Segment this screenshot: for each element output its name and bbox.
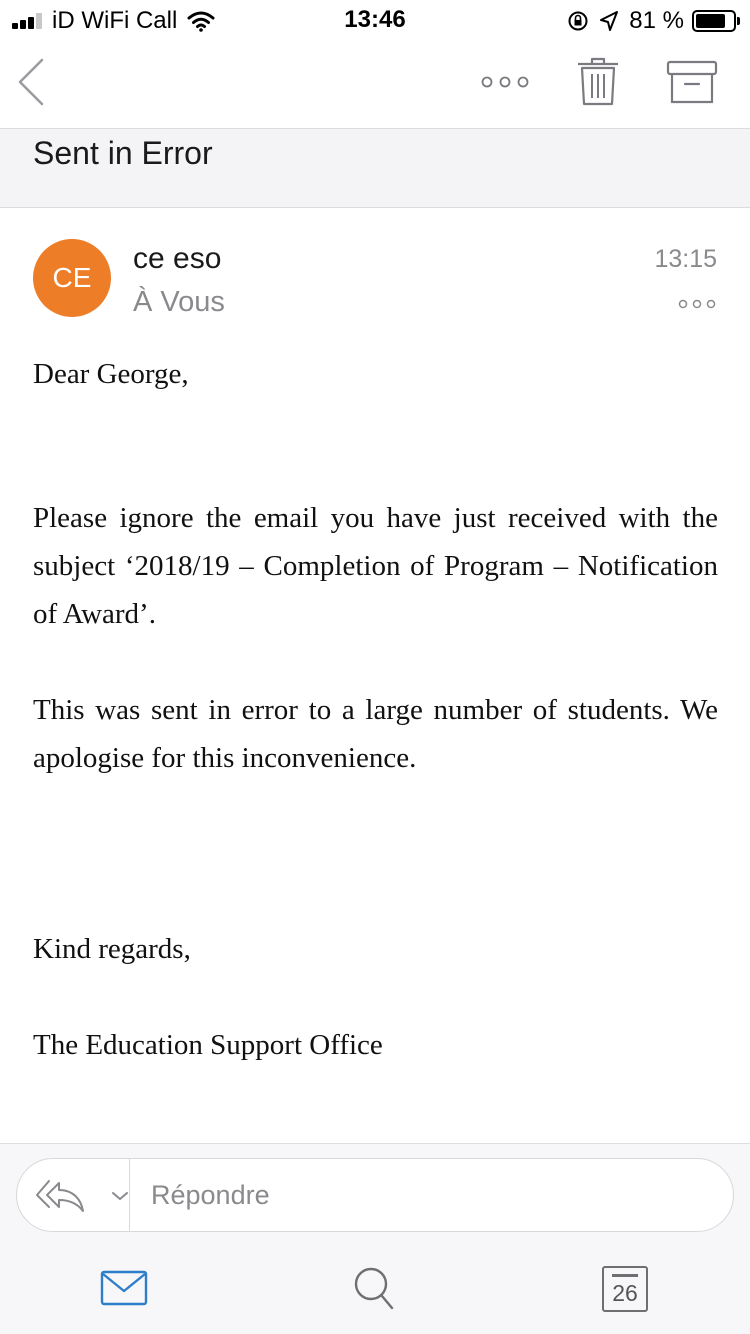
calendar-icon[interactable] [602, 1266, 648, 1312]
calendar-day: 26 [612, 1280, 638, 1306]
body-paragraph-2: This was sent in error to a large number of students. We apologise for this inconvenience. [33, 694, 718, 774]
message-time: 13:15 [654, 245, 717, 273]
status-right [567, 6, 740, 36]
recipient-label: À Vous [133, 286, 225, 318]
sender-name[interactable]: ce eso [133, 242, 222, 275]
back-chevron-icon[interactable] [14, 56, 48, 108]
status-bar [0, 0, 750, 40]
battery-nub [737, 17, 740, 25]
more-icon[interactable] [480, 70, 530, 94]
body-greeting: Dear George, [33, 358, 189, 390]
body-signature: The Education Support Office [33, 1029, 383, 1061]
status-time: 13:46 [344, 6, 406, 33]
mail-icon[interactable] [100, 1270, 148, 1306]
chevron-down-icon[interactable] [109, 1187, 135, 1205]
reply-all-icon[interactable] [35, 1177, 85, 1215]
battery-icon [692, 10, 736, 32]
location-icon [599, 10, 619, 32]
reply-input[interactable]: Répondre [151, 1180, 270, 1210]
battery-percent: 81 % [629, 7, 684, 34]
calendar-bar [612, 1274, 638, 1277]
reply-bar[interactable] [16, 1158, 734, 1232]
message-subject: Sent in Error [33, 135, 213, 171]
orientation-lock-icon [567, 10, 589, 32]
body-paragraph-1: Please ignore the email you have just received with the subject ‘2018/19 – Completion of Program – Notification of Award’. [33, 502, 718, 630]
carrier-label: iD WiFi Call [52, 7, 178, 34]
archive-icon[interactable] [666, 58, 718, 106]
search-icon[interactable] [352, 1264, 398, 1312]
body-closing: Kind regards, [33, 933, 191, 965]
subject-bar [0, 128, 750, 208]
message-more-icon[interactable] [677, 296, 717, 312]
reply-divider [129, 1159, 130, 1231]
avatar[interactable]: CE [33, 239, 111, 317]
nav-bar [0, 40, 750, 128]
footer [0, 1143, 750, 1334]
trash-icon[interactable] [576, 56, 620, 108]
